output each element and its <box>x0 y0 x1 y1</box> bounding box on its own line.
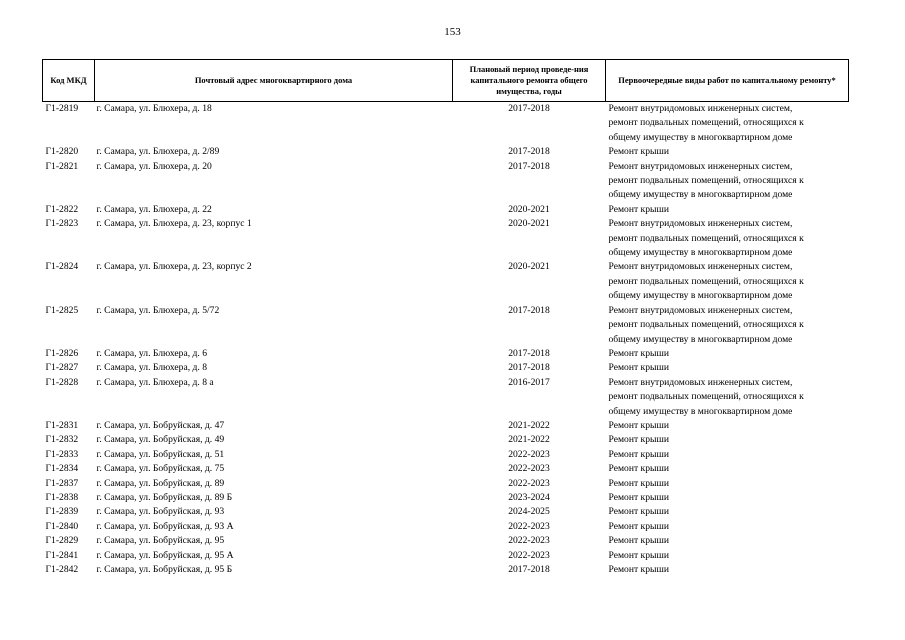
works-line: Ремонт крыши <box>608 434 669 446</box>
header-period: Плановый период проведе-ния капитального ремонта общего имущества, годы <box>453 60 606 102</box>
works-line: общему имуществу в многоквартирном доме <box>608 189 793 201</box>
table-row <box>43 563 849 577</box>
works-cell <box>606 419 849 433</box>
works-cell <box>606 520 849 534</box>
header-address: Почтовый адрес многоквартирного дома <box>95 60 453 102</box>
works-line: Ремонт крыши <box>608 477 669 489</box>
address-cell: г. Самара, ул. Блюхера, д. 18 <box>96 103 212 114</box>
table-row <box>43 448 849 462</box>
period-cell: 2022-2023 <box>508 549 550 561</box>
address-cell: г. Самара, ул. Бобруйская, д. 89 <box>96 477 225 489</box>
works-line: Ремонт крыши <box>608 146 669 158</box>
works-cell <box>606 462 849 476</box>
works-line: общему имуществу в многоквартирном доме <box>608 290 793 302</box>
works-cell <box>606 217 849 260</box>
address-cell: г. Самара, ул. Блюхера, д. 2/89 <box>96 146 220 158</box>
address-cell: г. Самара, ул. Бобруйская, д. 89 Б <box>96 491 233 503</box>
works-line: ремонт подвальных помещений, относящихся к <box>608 319 804 331</box>
period-cell: 2022-2023 <box>508 535 550 547</box>
mkd-code-cell: Г1-2839 <box>45 506 79 518</box>
table-row <box>43 361 849 375</box>
table-row <box>43 505 849 519</box>
housing-repair-table <box>42 59 849 577</box>
address-cell: г. Самара, ул. Блюхера, д. 8 <box>96 362 207 374</box>
table-header-row <box>43 60 849 102</box>
address-cell: г. Самара, ул. Бобруйская, д. 47 <box>96 419 225 431</box>
mkd-code-cell: Г1-2837 <box>45 477 79 489</box>
table-row <box>43 145 849 159</box>
table-row <box>43 534 849 548</box>
address-cell: г. Самара, ул. Блюхера, д. 20 <box>96 160 212 172</box>
works-cell <box>606 347 849 361</box>
period-cell: 2022-2023 <box>508 520 550 532</box>
table-row <box>43 549 849 563</box>
works-line: Ремонт внутридомовых инженерных систем, <box>608 261 793 273</box>
works-cell <box>606 549 849 563</box>
header-works: Первоочередные виды работ по капитальному ремонту* <box>606 60 849 102</box>
works-cell <box>606 491 849 505</box>
works-line: Ремонт крыши <box>608 549 669 561</box>
works-line: общему имуществу в многоквартирном доме <box>608 131 793 143</box>
address-cell: г. Самара, ул. Блюхера, д. 5/72 <box>96 304 220 316</box>
period-cell: 2023-2024 <box>508 491 550 503</box>
works-cell <box>606 563 849 577</box>
period-cell: 2016-2017 <box>508 376 550 388</box>
address-cell: г. Самара, ул. Бобруйская, д. 93 А <box>96 520 234 532</box>
mkd-code-cell: Г1-2840 <box>45 520 79 532</box>
works-cell <box>606 260 849 303</box>
works-line: Ремонт внутридомовых инженерных систем, <box>608 160 793 172</box>
period-cell: 2022-2023 <box>508 463 550 475</box>
works-line: Ремонт крыши <box>608 448 669 460</box>
works-cell <box>606 376 849 419</box>
mkd-code-cell: Г1-2826 <box>45 347 79 359</box>
period-cell: 2017-2018 <box>508 347 550 359</box>
works-line: Ремонт крыши <box>608 491 669 503</box>
works-line: Ремонт крыши <box>608 347 669 359</box>
works-cell <box>606 534 849 548</box>
works-cell <box>606 361 849 375</box>
works-line: Ремонт крыши <box>608 203 669 215</box>
table-row <box>43 260 849 303</box>
works-cell <box>606 203 849 217</box>
mkd-code-cell: Г1-2823 <box>45 218 79 230</box>
period-cell: 2017-2018 <box>508 103 550 114</box>
mkd-code-cell: Г1-2841 <box>45 549 79 561</box>
mkd-code-cell: Г1-2824 <box>45 261 79 273</box>
works-line: Ремонт внутридомовых инженерных систем, <box>608 304 793 316</box>
table-row <box>43 477 849 491</box>
works-line: Ремонт внутридомовых инженерных систем, <box>608 218 793 230</box>
mkd-code-cell: Г1-2832 <box>45 434 79 446</box>
address-cell: г. Самара, ул. Блюхера, д. 8 а <box>96 376 214 388</box>
address-cell: г. Самара, ул. Блюхера, д. 22 <box>96 203 212 215</box>
address-cell: г. Самара, ул. Бобруйская, д. 95 Б <box>96 564 233 575</box>
period-cell: 2017-2018 <box>508 160 550 172</box>
works-cell <box>606 304 849 347</box>
works-line: общему имуществу в многоквартирном доме <box>608 405 793 417</box>
address-cell: г. Самара, ул. Блюхера, д. 23, корпус 1 <box>96 218 252 230</box>
works-line: ремонт подвальных помещений, относящихся к <box>608 117 804 129</box>
table-row <box>43 160 849 203</box>
works-line: ремонт подвальных помещений, относящихся к <box>608 391 804 403</box>
mkd-code-cell: Г1-2822 <box>45 203 79 215</box>
table-row <box>43 304 849 347</box>
mkd-code-cell: Г1-2819 <box>45 103 79 114</box>
period-cell: 2022-2023 <box>508 477 550 489</box>
works-line: Ремонт внутридомовых инженерных систем, <box>608 376 793 388</box>
table-row <box>43 217 849 260</box>
works-line: Ремонт крыши <box>608 419 669 431</box>
mkd-code-cell: Г1-2833 <box>45 448 79 460</box>
table-row <box>43 419 849 433</box>
period-cell: 2017-2018 <box>508 304 550 316</box>
works-line: общему имуществу в многоквартирном доме <box>608 247 793 259</box>
header-code: Код МКД <box>43 60 95 102</box>
period-cell: 2022-2023 <box>508 448 550 460</box>
mkd-code-cell: Г1-2834 <box>45 463 79 475</box>
works-line: Ремонт крыши <box>608 362 669 374</box>
works-cell <box>606 160 849 203</box>
mkd-code-cell: Г1-2831 <box>45 419 79 431</box>
works-cell <box>606 477 849 491</box>
table-row <box>43 203 849 217</box>
table-body <box>43 102 849 578</box>
works-line: ремонт подвальных помещений, относящихся к <box>608 232 804 244</box>
works-line: Ремонт внутридомовых инженерных систем, <box>608 103 793 114</box>
works-line: Ремонт крыши <box>608 520 669 532</box>
works-line: Ремонт крыши <box>608 463 669 475</box>
works-line: Ремонт крыши <box>608 535 669 547</box>
period-cell: 2021-2022 <box>508 419 550 431</box>
mkd-code-cell: Г1-2825 <box>45 304 79 316</box>
works-cell <box>606 433 849 447</box>
mkd-code-cell: Г1-2820 <box>45 146 79 158</box>
mkd-code-cell: Г1-2829 <box>45 535 79 547</box>
address-cell: г. Самара, ул. Блюхера, д. 23, корпус 2 <box>96 261 252 273</box>
table-row <box>43 102 849 146</box>
address-cell: г. Самара, ул. Бобруйская, д. 75 <box>96 463 225 475</box>
works-cell <box>606 505 849 519</box>
table-row <box>43 376 849 419</box>
period-cell: 2020-2021 <box>508 203 550 215</box>
period-cell: 2017-2018 <box>508 564 550 575</box>
period-cell: 2017-2018 <box>508 362 550 374</box>
works-line: Ремонт крыши <box>608 564 669 575</box>
table-row <box>43 433 849 447</box>
works-line: общему имуществу в многоквартирном доме <box>608 333 793 345</box>
mkd-code-cell: Г1-2828 <box>45 376 79 388</box>
mkd-code-cell: Г1-2842 <box>45 564 79 575</box>
address-cell: г. Самара, ул. Блюхера, д. 6 <box>96 347 207 359</box>
address-cell: г. Самара, ул. Бобруйская, д. 49 <box>96 434 225 446</box>
table-row <box>43 462 849 476</box>
mkd-code-cell: Г1-2838 <box>45 491 79 503</box>
address-cell: г. Самара, ул. Бобруйская, д. 93 <box>96 506 225 518</box>
page-number: 153 <box>444 26 461 38</box>
works-cell <box>606 448 849 462</box>
works-cell <box>606 102 849 146</box>
period-cell: 2020-2021 <box>508 218 550 230</box>
table-row <box>43 520 849 534</box>
period-cell: 2024-2025 <box>508 506 550 518</box>
mkd-code-cell: Г1-2821 <box>45 160 79 172</box>
period-cell: 2021-2022 <box>508 434 550 446</box>
period-cell: 2017-2018 <box>508 146 550 158</box>
works-line: Ремонт крыши <box>608 506 669 518</box>
address-cell: г. Самара, ул. Бобруйская, д. 95 А <box>96 549 234 561</box>
address-cell: г. Самара, ул. Бобруйская, д. 51 <box>96 448 225 460</box>
table-row <box>43 347 849 361</box>
works-line: ремонт подвальных помещений, относящихся к <box>608 175 804 187</box>
works-cell <box>606 145 849 159</box>
period-cell: 2020-2021 <box>508 261 550 273</box>
address-cell: г. Самара, ул. Бобруйская, д. 95 <box>96 535 225 547</box>
mkd-code-cell: Г1-2827 <box>45 362 79 374</box>
table-row <box>43 491 849 505</box>
works-line: ремонт подвальных помещений, относящихся к <box>608 275 804 287</box>
